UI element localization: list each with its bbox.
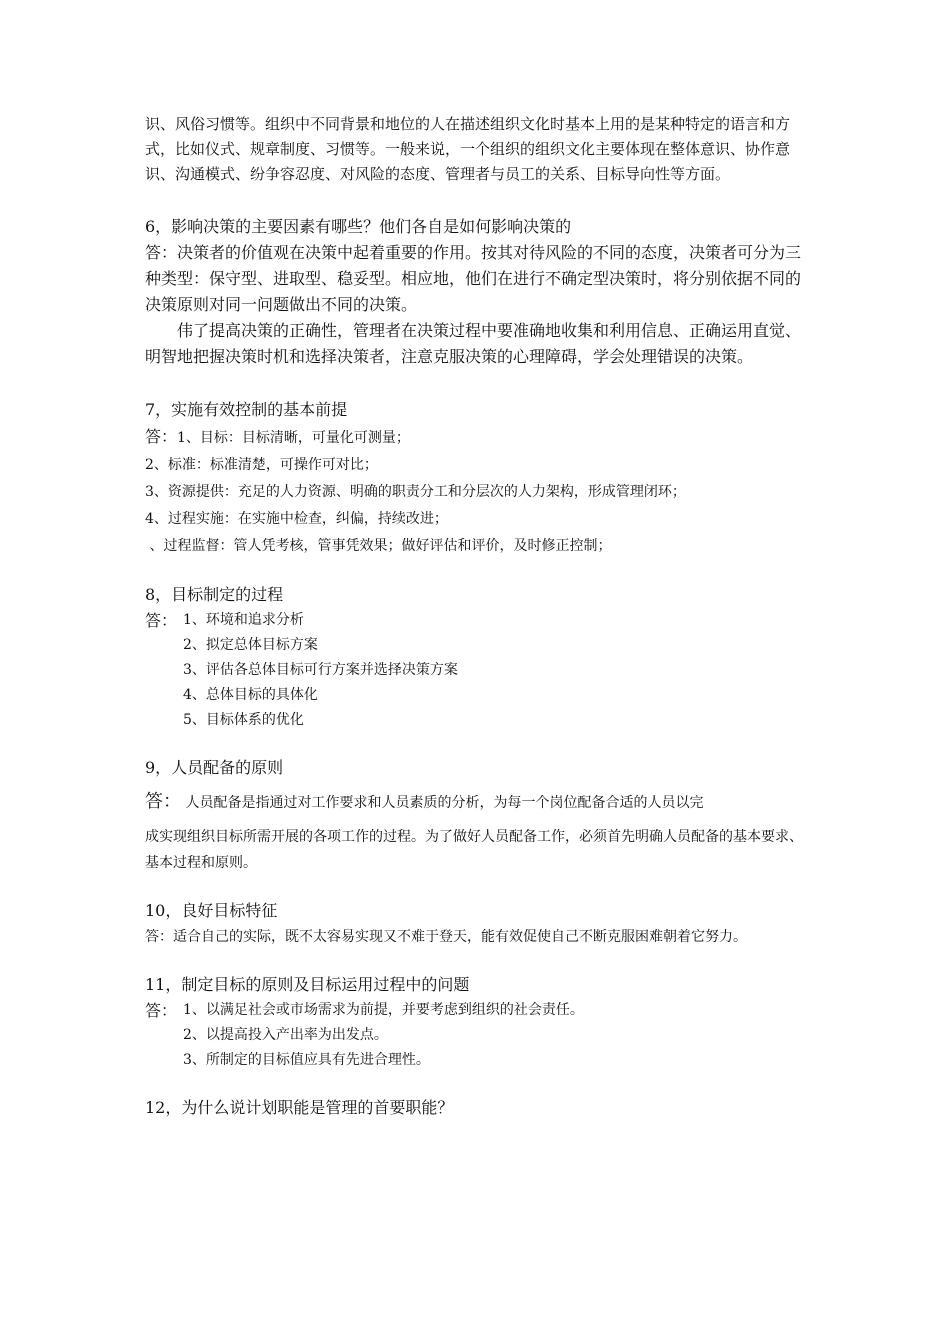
answer-8-item: 4、总体目标的具体化 xyxy=(183,687,318,703)
answer-8-item: 5、目标体系的优化 xyxy=(183,712,304,728)
answer-prefix: 答： xyxy=(145,427,178,446)
answer-prefix: 答： xyxy=(145,611,178,630)
answer-6-paragraph-2: 伟了提高决策的正确性，管理者在决策过程中要准确地收集和利用信息、正确运用直觉、明智地把握决策时机和选择决策者，注意克服决策的心理障碍，学会处理错误的决策。 xyxy=(145,321,802,366)
question-7: 7，实施有效控制的基本前提 xyxy=(145,400,348,419)
answer-11-item: 3、所制定的目标值应具有先进合理性。 xyxy=(183,1052,430,1068)
answer-9-line-1 xyxy=(145,787,815,818)
question-12: 12，为什么说计划职能是管理的首要职能？ xyxy=(145,1098,454,1117)
answer-7-item: 4、过程实施：在实施中检查，纠偏，持续改进； xyxy=(145,511,448,527)
answer-11-item-text: 1、以满足社会或市场需求为前提，并要考虑到组织的社会责任。 xyxy=(183,1002,584,1018)
answer-11-item: 2、以提高投入产出率为出发点。 xyxy=(183,1027,388,1043)
answer-7-item xyxy=(145,423,815,452)
question-11: 11，制定目标的原则及目标运用过程中的问题 xyxy=(145,975,470,994)
answer-8-item: 3、评估各总体目标可行方案并选择决策方案 xyxy=(183,662,458,678)
answer-10: 答：适合自己的实际，既不太容易实现又不难于登天，能有效促使自己不断克服困难朝着它努力。 xyxy=(145,929,747,945)
answer-9-rest: 成实现组织目标所需开展的各项工作的过程。为了做好人员配备工作，必须首先明确人员配备的基本要求、基本过程和原则。 xyxy=(145,829,803,871)
spacer xyxy=(145,950,815,972)
intro-paragraph: 识、风俗习惯等。组织中不同背景和地位的人在描述组织文化时基本上用的是某种特定的语言和方式，比如仪式、规章制度、习惯等。一般来说，一个组织的组织文化主要体现在整体意识、协作意识、沟通模式、纷争容忍度、对风险的态度、管理者与员工的关系、目标导向性等方面。 xyxy=(145,115,791,183)
spacer xyxy=(145,187,815,214)
spacer xyxy=(145,560,815,582)
spacer xyxy=(145,733,815,755)
answer-11-item xyxy=(145,998,815,1023)
spacer xyxy=(145,1073,815,1095)
answer-9-text: 人员配备是指通过对工作要求和人员素质的分析，为每一个岗位配备合适的人员以完 xyxy=(185,795,704,811)
answer-7-item-text: 1、目标：目标清晰，可量化可测量； xyxy=(177,430,410,446)
answer-7-item: 3、资源提供：充足的人力资源、明确的职责分工和分层次的人力架构，形成管理闭环； xyxy=(145,484,686,500)
question-6: 6，影响决策的主要因素有哪些？他们各自是如何影响决策的 xyxy=(145,217,572,236)
answer-8-item xyxy=(145,608,815,633)
question-8: 8，目标制定的过程 xyxy=(145,585,284,604)
answer-6-paragraph-1: 答：决策者的价值观在决策中起着重要的作用。按其对待风险的不同的态度，决策者可分为三种类型：保守型、进取型、稳妥型。相应地，他们在进行不确定型决策时，将分别依据不同的决策原则对同一问题做出不同的决策。 xyxy=(145,243,802,314)
question-10: 10，良好目标特征 xyxy=(145,901,278,920)
document-body xyxy=(145,112,815,1121)
question-9: 9，人员配备的原则 xyxy=(145,758,284,777)
spacer xyxy=(145,876,815,898)
answer-8-item-text: 1、环境和追求分析 xyxy=(183,612,304,628)
spacer xyxy=(145,370,815,397)
answer-prefix: 答： xyxy=(145,791,181,812)
answer-7-item: 、过程监督：管人凭考核，管事凭效果；做好评估和评价，及时修正控制； xyxy=(145,538,612,554)
answer-7-item: 2、标准：标准清楚，可操作可对比； xyxy=(145,457,378,473)
answer-prefix: 答： xyxy=(145,1001,178,1020)
answer-8-item: 2、拟定总体目标方案 xyxy=(183,637,318,653)
